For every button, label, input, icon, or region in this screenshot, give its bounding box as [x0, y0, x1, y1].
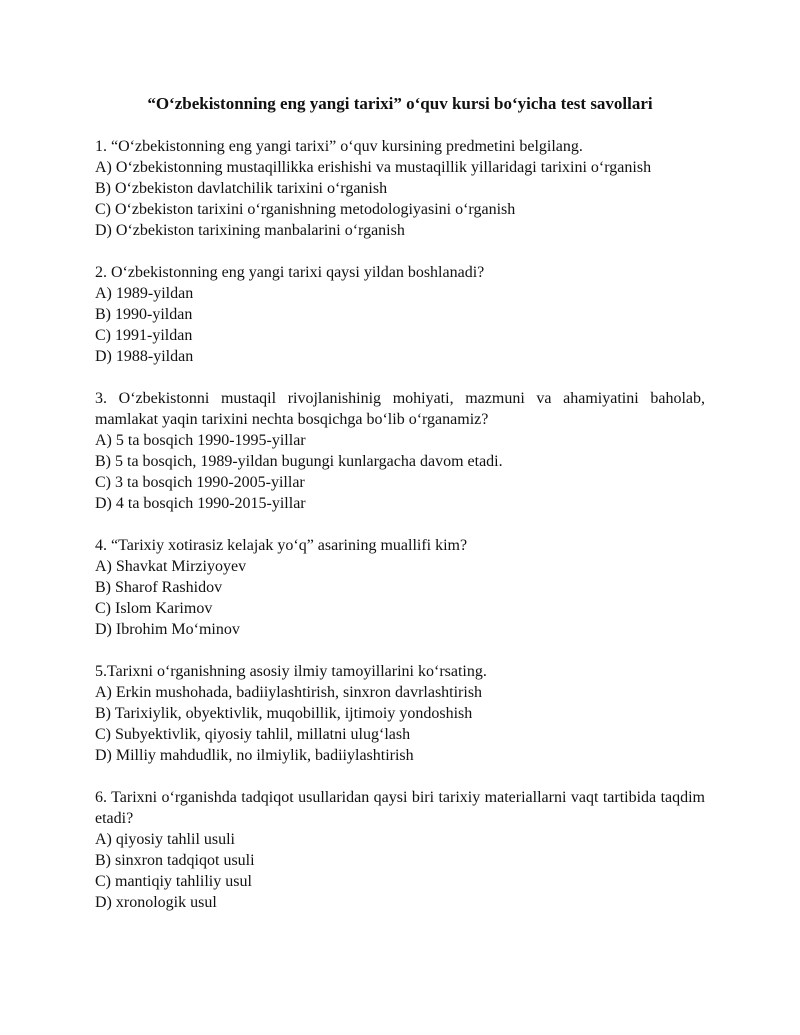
question-2 — [95, 262, 705, 367]
answer-option: C) 1991-yildan — [95, 327, 193, 344]
question-5 — [95, 661, 705, 766]
answer-option: B) Tarixiylik, obyektivlik, muqobillik, ijtimoiy yondoshish — [95, 705, 473, 722]
answer-option: C) mantiqiy tahliliy usul — [95, 873, 252, 890]
answer-option: D) O‘zbekiston tarixining manbalarini o‘rganish — [95, 222, 405, 239]
answer-option: D) xronologik usul — [95, 894, 217, 911]
document-page — [95, 93, 705, 934]
answer-option: A) Erkin mushohada, badiiylashtirish, sinxron davrlashtirish — [95, 684, 483, 701]
question-6 — [95, 787, 705, 913]
question-text: 4. “Tarixiy xotirasiz kelajak yo‘q” asarining muallifi kim? — [95, 537, 468, 554]
answer-option: C) O‘zbekiston tarixini o‘rganishning metodologiyasini o‘rganish — [95, 201, 516, 218]
question-3 — [95, 388, 705, 514]
answer-option: D) 1988-yildan — [95, 348, 194, 365]
answer-option: D) Ibrohim Mo‘minov — [95, 621, 240, 638]
answer-option: D) Milliy mahdudlik, no ilmiylik, badiiylashtirish — [95, 747, 414, 764]
answer-option: C) 3 ta bosqich 1990-2005-yillar — [95, 474, 305, 491]
question-text: 3. O‘zbekistonni mustaqil rivojlanishinig mohiyati, mazmuni va ahamiyatini baholab, mamlakat yaqin tarixini nechta bosqichga bo‘lib o‘rganamiz? — [95, 390, 705, 428]
question-text: 5.Tarixni o‘rganishning asosiy ilmiy tamoyillarini ko‘rsating. — [95, 663, 487, 680]
question-1 — [95, 136, 705, 241]
answer-option: C) Islom Karimov — [95, 600, 213, 617]
answer-option: A) qiyosiy tahlil usuli — [95, 831, 235, 848]
question-text: 1. “O‘zbekistonning eng yangi tarixi” o‘quv kursining predmetini belgilang. — [95, 138, 583, 155]
question-4 — [95, 535, 705, 640]
answer-option: A) 1989-yildan — [95, 285, 194, 302]
answer-option: A) Shavkat Mirziyoyev — [95, 558, 247, 575]
answer-option: A) 5 ta bosqich 1990-1995-yillar — [95, 432, 306, 449]
answer-option: B) 1990-yildan — [95, 306, 193, 323]
answer-option: D) 4 ta bosqich 1990-2015-yillar — [95, 495, 306, 512]
document-title: “O‘zbekistonning eng yangi tarixi” o‘quv kursi bo‘yicha test savollari — [147, 94, 653, 113]
answer-option: B) 5 ta bosqich, 1989-yildan bugungi kunlargacha davom etadi. — [95, 453, 503, 470]
question-text: 6. Tarixni o‘rganishda tadqiqot usullaridan qaysi biri tarixiy materiallarni vaqt tartibida taqdim etadi? — [95, 789, 705, 827]
answer-option: B) O‘zbekiston davlatchilik tarixini o‘rganish — [95, 180, 388, 197]
answer-option: B) sinxron tadqiqot usuli — [95, 852, 255, 869]
answer-option: B) Sharof Rashidov — [95, 579, 223, 596]
answer-option: C) Subyektivlik, qiyosiy tahlil, millatni ulug‘lash — [95, 726, 411, 743]
question-text: 2. O‘zbekistonning eng yangi tarixi qaysi yildan boshlanadi? — [95, 264, 485, 281]
answer-option: A) O‘zbekistonning mustaqillikka erishishi va mustaqillik yillaridagi tarixini o‘rganish — [95, 159, 652, 176]
